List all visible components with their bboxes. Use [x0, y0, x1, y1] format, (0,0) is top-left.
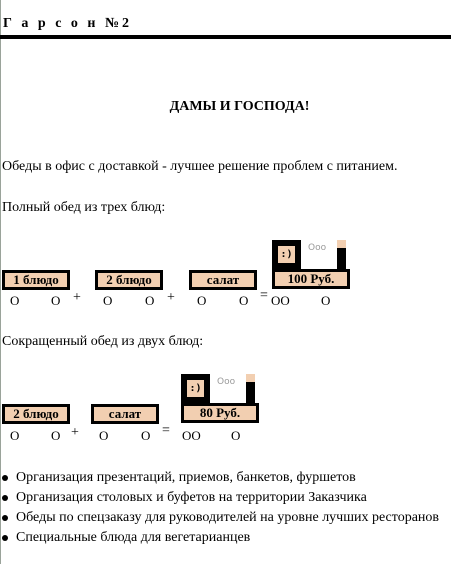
full-lunch-salad: салат	[189, 270, 257, 290]
main-heading: ДАМЫ И ГОСПОДА!	[169, 99, 310, 114]
wheel-icon: O	[10, 293, 20, 308]
list-item	[0, 468, 464, 488]
list-item-text: Обеды по спецзаказу для руководителей на уровне лучших ресторанов	[16, 510, 440, 525]
equals-sign: =	[260, 288, 268, 303]
list-item-text: Специальные блюда для вегетарианцев	[16, 530, 251, 545]
plus-sign: +	[167, 290, 175, 305]
wheel-icon: O	[197, 293, 207, 308]
short-lunch-salad: салат	[91, 404, 159, 424]
smiley-icon	[272, 240, 301, 269]
equals-sign: =	[162, 423, 170, 438]
candle-icon	[246, 374, 255, 404]
wheels-icon: OO	[271, 293, 290, 308]
full-lunch-dish-2: 2 блюдо	[95, 270, 163, 290]
wheel-icon: O	[51, 293, 61, 308]
wheels-icon: OO	[182, 428, 201, 443]
wheel-icon: O	[321, 293, 331, 308]
short-lunch-dish-2: 2 блюдо	[2, 404, 70, 424]
wheel-icon: O	[51, 428, 61, 443]
list-item	[0, 528, 464, 548]
list-item-text: Организация столовых и буфетов на территории Заказчика	[16, 490, 367, 505]
full-lunch-dish-1: 1 блюдо	[2, 270, 70, 290]
bullet-icon	[2, 475, 8, 481]
short-lunch-price: 80 Руб.	[181, 403, 259, 423]
candle-icon	[337, 240, 346, 270]
bullet-icon	[2, 495, 8, 501]
plus-sign: +	[73, 290, 81, 305]
smiley-face: :)	[187, 380, 204, 397]
wheel-icon: O	[141, 428, 151, 443]
list-item-text: Организация презентаций, приемов, банкетов, фуршетов	[16, 470, 356, 485]
list-item	[0, 488, 464, 508]
title-divider	[0, 35, 451, 39]
site-title: Г а р с о н №2	[3, 16, 133, 31]
wheel-icon: O	[239, 293, 249, 308]
full-lunch-price: 100 Руб.	[272, 269, 350, 289]
wheel-icon: O	[10, 428, 20, 443]
wheel-icon: O	[231, 428, 241, 443]
wheel-icon: O	[99, 428, 109, 443]
list-item	[0, 508, 464, 528]
wheel-icon: O	[103, 293, 113, 308]
bubbles-icon: Ooo	[308, 243, 327, 253]
services-list	[0, 468, 464, 548]
short-lunch-caption: Сокращенный обед из двух блюд:	[2, 334, 204, 349]
intro-text: Обеды в офис с доставкой - лучшее решение проблем с питанием.	[2, 159, 398, 174]
smiley-face: :)	[278, 246, 295, 263]
smiley-icon	[181, 374, 210, 403]
bullet-icon	[2, 535, 8, 541]
bubbles-icon: Ooo	[217, 377, 236, 387]
full-lunch-caption: Полный обед из трех блюд:	[2, 200, 166, 215]
plus-sign: +	[71, 425, 79, 440]
bullet-icon	[2, 515, 8, 521]
wheel-icon: O	[145, 293, 155, 308]
